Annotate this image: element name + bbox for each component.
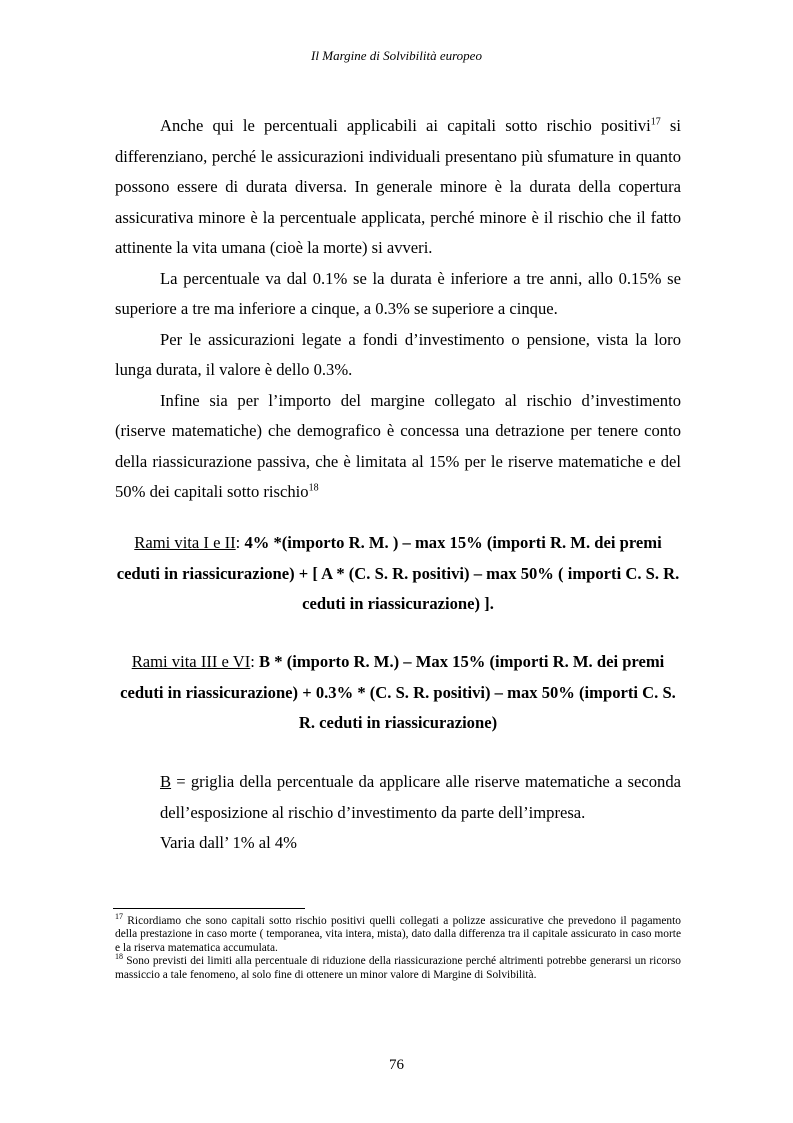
formula-expression: 4% *(importo R. M. ) – max 15% (importi R. M. dei premi ceduti in riassicurazione) + [ A * (C. S. R. positivi) – max 50% ( importi C. S. R. ceduti in riassicurazione) ].	[116, 533, 680, 613]
formula-rami-vita-iii-vi	[115, 647, 681, 739]
footnote-text: Sono previsti dei limiti alla percentuale di riduzione della riassicurazione perché altrimenti potrebbe generarsi un ricorso massiccio a tale fenomeno, al solo fine di ottenere un minor valore di Margine di Solvibilità.	[115, 955, 681, 981]
paragraph-capitali-sotto-rischio	[115, 111, 681, 264]
definition-body: = griglia della percentuale da applicare alle riserve matematiche a seconda dell’esposizione al rischio d’investimento da parte dell’impresa.	[160, 772, 681, 822]
paragraph-percentuale-durata: La percentuale va dal 0.1% se la durata è inferiore a tre anni, allo 0.15% se superiore a tre ma inferiore a cinque, a 0.3% se superiore a cinque.	[115, 268, 681, 318]
footnote-18	[115, 952, 681, 982]
footnote-text: Ricordiamo che sono capitali sotto rischio positivi quelli collegati a polizze assicurative che prevedono il pagamento della prestazione in caso morte ( temporanea, vita intera, mista), dato dalla differenza tra il capitale assicurato in caso morte e la riserva matematica accumulata.	[115, 915, 681, 954]
formula-label: Rami vita I e II	[134, 533, 236, 552]
footnote-17	[115, 912, 681, 955]
paragraph-text-continued: si differenziano, perché le assicurazioni individuali presentano più sfumature in quanto possono essere di durata diversa. In generale minore è la durata della copertura assicurativa minore è la percentuale applicata, perché minore è il rischio che il fatto attinente la vita umana (cioè la morte) si avveri.	[115, 116, 681, 257]
definition-text	[160, 767, 681, 828]
paragraph-text: Anche qui le percentuali applicabili ai capitali sotto rischio positivi	[160, 116, 651, 135]
running-header: Il Margine di Solvibilità europeo	[311, 48, 482, 63]
paragraph-riassicurazione	[115, 386, 681, 508]
footnote-ref-17[interactable]: 17	[650, 116, 661, 128]
definition-b	[160, 767, 681, 859]
footnote-number: 17	[115, 912, 123, 922]
paragraph-text: Infine sia per l’importo del margine collegato al rischio d’investimento (riserve matematiche) che demografico è concessa una detrazione per tenere conto della riassicurazione passiva, che è limitata al 15% per le riserve matematiche e del 50% dei capitali sotto rischio	[115, 390, 681, 501]
footnote-separator	[113, 908, 305, 909]
page-number: 76	[389, 1057, 404, 1073]
footnote-number: 18	[115, 952, 123, 962]
definition-range: Varia dall’ 1% al 4%	[160, 833, 297, 852]
formula-colon: :	[250, 652, 260, 671]
formula-label: Rami vita III e VI	[131, 652, 251, 671]
definition-term: B	[160, 772, 172, 791]
footnote-ref-18[interactable]: 18	[308, 482, 319, 494]
paragraph-fondi-investimento: Per le assicurazioni legate a fondi d’investimento o pensione, vista la loro lunga durata, il valore è dello 0.3%.	[115, 329, 681, 379]
formula-colon: :	[235, 533, 241, 552]
footnotes	[115, 912, 681, 982]
formula-expression: B * (importo R. M.) – Max 15% (importi R. M. dei premi ceduti in riassicurazione) + 0.3% * (C. S. R. positivi) – max 50% (importi C. S. R. ceduti in riassicurazione)	[120, 652, 676, 732]
body-text	[115, 111, 681, 508]
formula-rami-vita-i-ii	[115, 528, 681, 620]
